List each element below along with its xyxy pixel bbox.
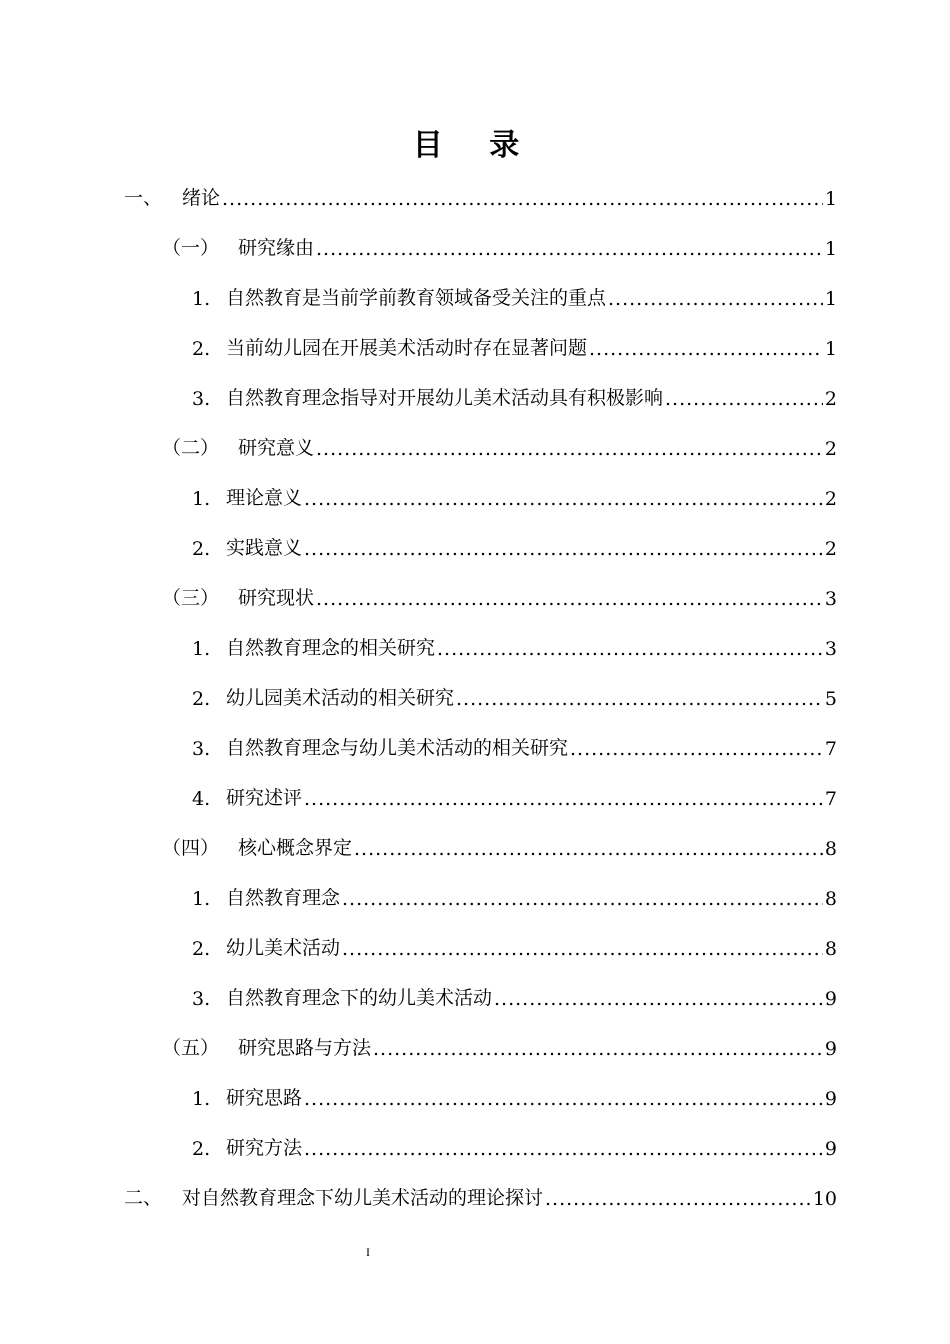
dot-leader — [589, 338, 823, 360]
toc-entry-number: 2. — [192, 938, 211, 960]
toc-entry[interactable] — [192, 366, 837, 410]
toc-entry-page: 9 — [824, 988, 837, 1010]
toc-entry-label: 当前幼儿园在开展美术活动时存在显著问题 — [226, 337, 588, 359]
toc-entry-page: 8 — [824, 838, 837, 860]
dot-leader — [222, 188, 823, 210]
dot-leader — [665, 388, 823, 410]
toc-entry-label: 理论意义 — [226, 487, 303, 509]
toc-entry-label: 研究现状 — [238, 587, 315, 609]
dot-leader — [373, 1038, 823, 1060]
toc-entry-number: 2. — [192, 338, 211, 360]
toc-entry-label: 研究缘由 — [238, 237, 315, 259]
toc-entry-page: 2 — [824, 538, 837, 560]
toc-entry-label: 研究意义 — [238, 437, 315, 459]
toc-entry-label: 自然教育理念的相关研究 — [226, 637, 436, 659]
toc-entry-number: 1. — [192, 888, 211, 910]
toc-entry-number: 1. — [192, 488, 211, 510]
toc-entry-label: 对自然教育理念下幼儿美术活动的理论探讨 — [182, 1187, 544, 1209]
dot-leader — [342, 938, 823, 960]
toc-entry-label: 绪论 — [182, 187, 221, 209]
toc-entry-number: （四） — [162, 837, 220, 859]
toc-entry-label: 研究思路 — [226, 1087, 303, 1109]
dot-leader — [304, 788, 823, 810]
toc-entry-number: 3. — [192, 988, 211, 1010]
toc-entry-label: 自然教育理念指导对开展幼儿美术活动具有积极影响 — [226, 387, 664, 409]
toc-entry-page: 8 — [824, 888, 837, 910]
toc-entry-number: （五） — [162, 1037, 220, 1059]
dot-leader — [354, 838, 823, 860]
dot-leader — [570, 738, 823, 760]
toc-entry-page: 1 — [824, 288, 837, 310]
toc-entry-number: （二） — [162, 437, 220, 459]
toc-entry-page: 2 — [824, 388, 837, 410]
toc-entry-number: 1. — [192, 638, 211, 660]
page-title: 目 录 — [412, 128, 538, 163]
toc-entry[interactable] — [192, 716, 837, 760]
dot-leader — [304, 1138, 823, 1160]
toc-entry[interactable] — [162, 216, 837, 260]
toc-entry-label: 自然教育理念 — [226, 887, 341, 909]
dot-leader — [456, 688, 823, 710]
toc-entry[interactable] — [162, 566, 837, 610]
toc-entry-label: 自然教育理念与幼儿美术活动的相关研究 — [226, 737, 569, 759]
dot-leader — [494, 988, 823, 1010]
dot-leader — [316, 438, 823, 460]
toc-entry[interactable] — [192, 916, 837, 960]
toc-entry[interactable] — [192, 1116, 837, 1160]
dot-leader — [342, 888, 823, 910]
toc-entry-page: 9 — [824, 1038, 837, 1060]
toc-entry-number: 一、 — [124, 187, 163, 209]
toc-entry-page: 2 — [824, 438, 837, 460]
toc-entry-number: 3. — [192, 738, 211, 760]
toc-entry[interactable] — [192, 966, 837, 1010]
dot-leader — [545, 1188, 811, 1210]
toc-entry-number: 二、 — [124, 1187, 163, 1209]
toc-entry[interactable] — [192, 1066, 837, 1110]
toc-entry-number: 2. — [192, 688, 211, 710]
toc-entry-page: 5 — [824, 688, 837, 710]
toc-entry[interactable] — [124, 166, 837, 210]
toc-entry-label: 研究方法 — [226, 1137, 303, 1159]
toc-entry-page: 3 — [824, 588, 837, 610]
toc-entry-page: 7 — [824, 738, 837, 760]
toc-entry-page: 9 — [824, 1138, 837, 1160]
toc-entry[interactable] — [192, 666, 837, 710]
toc-entry-page: 7 — [824, 788, 837, 810]
toc-entry-number: （三） — [162, 587, 220, 609]
dot-leader — [437, 638, 823, 660]
toc-entry[interactable] — [162, 1016, 837, 1060]
toc-entry-page: 9 — [824, 1088, 837, 1110]
toc-entry[interactable] — [192, 866, 837, 910]
toc-entry-page: 8 — [824, 938, 837, 960]
dot-leader — [608, 288, 823, 310]
toc-entry-label: 核心概念界定 — [238, 837, 353, 859]
toc-entry-label: 研究思路与方法 — [238, 1037, 372, 1059]
toc-entry[interactable] — [192, 316, 837, 360]
toc-entry[interactable] — [192, 616, 837, 660]
toc-entry[interactable] — [162, 816, 837, 860]
toc-entry-label: 自然教育是当前学前教育领域备受关注的重点 — [226, 287, 607, 309]
toc-entry-number: 3. — [192, 388, 211, 410]
toc-entry[interactable] — [192, 516, 837, 560]
dot-leader — [316, 588, 823, 610]
toc-entry[interactable] — [124, 1166, 837, 1210]
page-number-footer: I — [366, 1245, 370, 1259]
toc-entry-label: 幼儿园美术活动的相关研究 — [226, 687, 455, 709]
toc-entry-page: 1 — [824, 188, 837, 210]
toc-entry-page: 3 — [824, 638, 837, 660]
toc-entry[interactable] — [192, 766, 837, 810]
dot-leader — [316, 238, 823, 260]
toc-entry-label: 自然教育理念下的幼儿美术活动 — [226, 987, 493, 1009]
toc-entry-number: 2. — [192, 538, 211, 560]
toc-entry-page: 2 — [824, 488, 837, 510]
toc-entry-page: 1 — [824, 238, 837, 260]
toc-entry-page: 1 — [824, 338, 837, 360]
toc-entry-label: 实践意义 — [226, 537, 303, 559]
toc-entry-number: 1. — [192, 1088, 211, 1110]
toc-entry[interactable] — [162, 416, 837, 460]
toc-entry[interactable] — [192, 266, 837, 310]
toc-entry-page: 10 — [812, 1188, 837, 1210]
toc-entry[interactable] — [192, 466, 837, 510]
toc-entry-number: （一） — [162, 237, 220, 259]
toc-entry-number: 2. — [192, 1138, 211, 1160]
toc-entry-label: 幼儿美术活动 — [226, 937, 341, 959]
dot-leader — [304, 488, 823, 510]
dot-leader — [304, 1088, 823, 1110]
toc-entry-label: 研究述评 — [226, 787, 303, 809]
toc-entry-number: 1. — [192, 288, 211, 310]
toc-entry-number: 4. — [192, 788, 211, 810]
dot-leader — [304, 538, 823, 560]
